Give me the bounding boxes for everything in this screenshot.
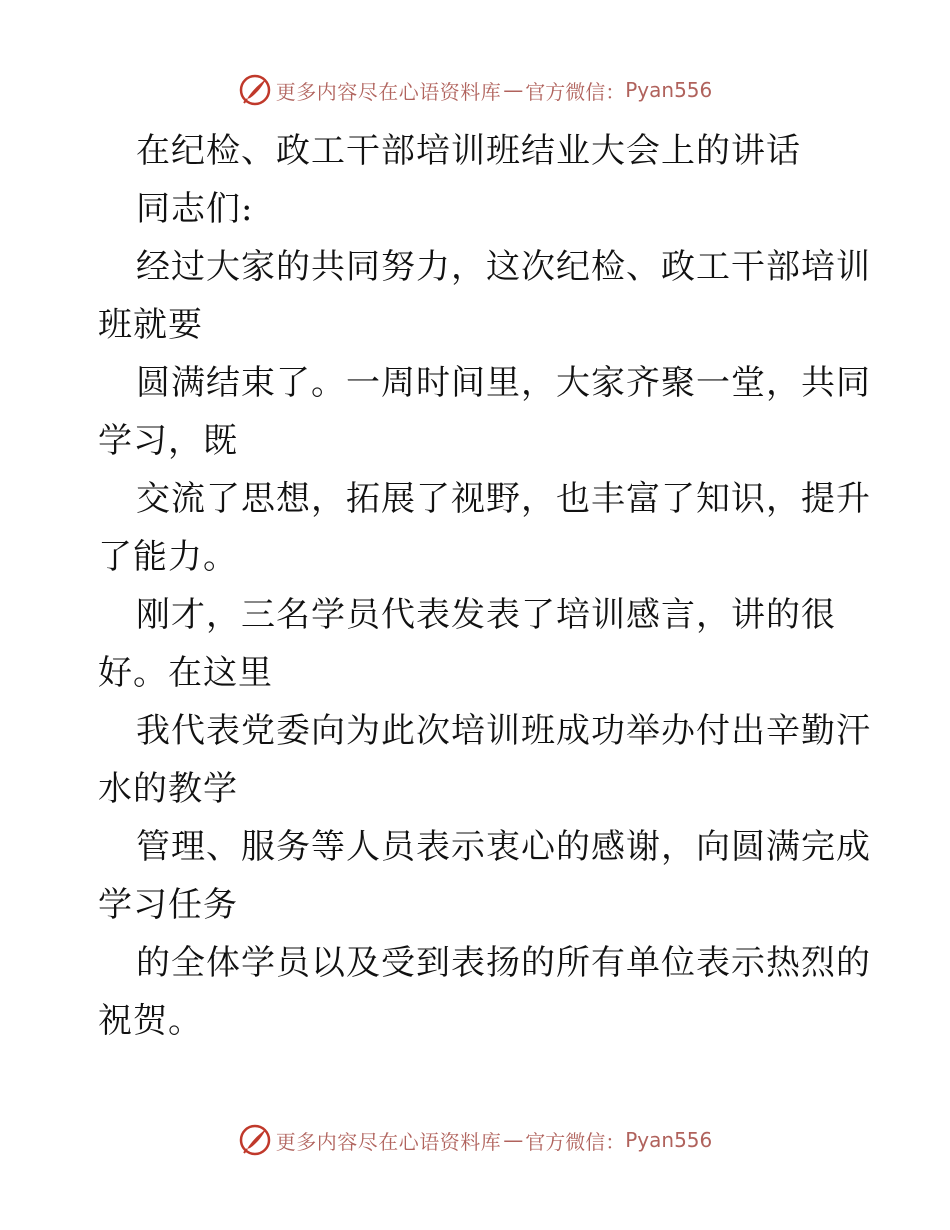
salutation: 同志们: <box>136 189 254 229</box>
header-banner <box>0 70 950 110</box>
wechat-label: 官方微信： <box>525 1129 626 1154</box>
text-line: 经过大家的共同努力，这次纪检、政工干部培训 <box>136 247 871 287</box>
wechat-label: 官方微信： <box>525 79 626 104</box>
text-line: 我代表党委向为此次培训班成功举办付出辛勤汗 <box>136 711 871 751</box>
text-line: 圆满结束了。一周时间里，大家齐聚一堂，共同 <box>136 363 871 403</box>
promo-text: 更多内容尽在心语资料库 <box>275 79 502 104</box>
speech-title: 在纪检、政工干部培训班结业大会上的讲话 <box>136 131 801 171</box>
separator-dash: — <box>503 78 524 102</box>
text-line: 学习，既 <box>98 421 238 461</box>
separator-dash: — <box>503 1128 524 1152</box>
text-line: 了能力。 <box>98 537 238 577</box>
footer-banner <box>0 1120 950 1160</box>
text-line: 管理、服务等人员表示衷心的感谢，向圆满完成 <box>136 827 871 867</box>
text-line: 刚才，三名学员代表发表了培训感言，讲的很 <box>136 595 836 635</box>
text-line: 班就要 <box>98 305 203 345</box>
document-body <box>98 122 871 1050</box>
text-line: 好。在这里 <box>98 653 273 693</box>
wechat-account: Pyan556 <box>625 1128 713 1152</box>
text-line: 水的教学 <box>98 769 238 809</box>
text-line: 的全体学员以及受到表扬的所有单位表示热烈的 <box>136 943 871 983</box>
text-line: 交流了思想，拓展了视野，也丰富了知识，提升 <box>136 479 871 519</box>
red-feather-pen-logo-icon <box>238 73 272 107</box>
text-line: 学习任务 <box>98 885 238 925</box>
text-line: 祝贺。 <box>98 1001 203 1041</box>
promo-text: 更多内容尽在心语资料库 <box>275 1129 502 1154</box>
red-feather-pen-logo-icon <box>238 1123 272 1157</box>
wechat-account: Pyan556 <box>625 78 713 102</box>
